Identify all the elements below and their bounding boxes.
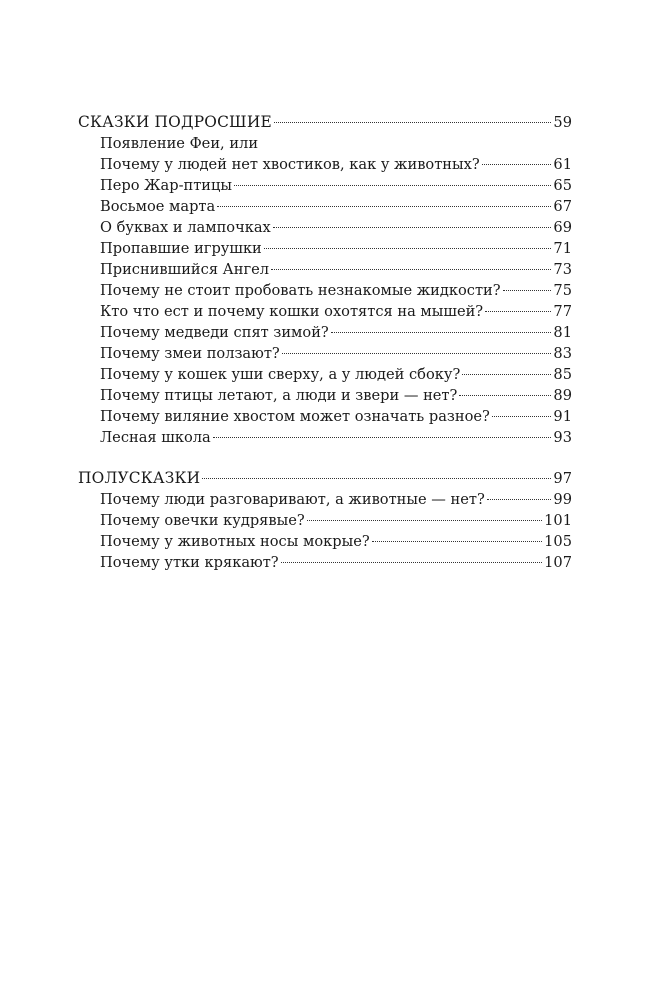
entry-title: Почему не стоит пробовать незнакомые жидкости? (100, 282, 501, 299)
page-number: 99 (553, 491, 572, 508)
entry-title: Почему овечки кудрявые? (100, 512, 305, 529)
toc-section-poluskazki (78, 468, 572, 573)
toc-entry[interactable] (78, 489, 572, 510)
toc-entry[interactable] (78, 301, 572, 322)
entry-title: Почему змеи ползают? (100, 345, 280, 362)
dot-leader (273, 227, 552, 228)
toc-section-heading[interactable] (78, 468, 572, 489)
dot-leader (503, 290, 552, 291)
entry-title: Лесная школа (100, 429, 211, 446)
entry-title: Почему птицы летают, а люди и звери — нет? (100, 387, 458, 404)
page-number: 71 (553, 240, 572, 257)
page-number: 97 (553, 470, 572, 487)
dot-leader (492, 416, 552, 417)
toc-entry[interactable] (78, 406, 572, 427)
page-number: 81 (553, 324, 572, 341)
toc-entry[interactable] (78, 531, 572, 552)
entry-title: Восьмое марта (100, 198, 216, 215)
dot-leader (264, 248, 552, 249)
dot-leader (459, 395, 551, 396)
dot-leader (482, 164, 552, 165)
dot-leader (271, 269, 551, 270)
dot-leader (281, 562, 543, 563)
entry-title: Почему виляние хвостом может означать разное? (100, 408, 490, 425)
entry-title-line1: Появление Феи, или (100, 135, 259, 152)
dot-leader (372, 541, 542, 542)
dot-leader (234, 185, 551, 186)
section-title: СКАЗКИ ПОДРОСШИЕ (78, 113, 272, 131)
toc-entry[interactable] (78, 427, 572, 448)
dot-leader (282, 353, 552, 354)
page-number: 101 (544, 512, 572, 529)
entry-title: Почему у людей нет хвостиков, как у животных? (100, 156, 480, 173)
dot-leader (274, 122, 552, 123)
toc-section-skazki-podrosshie (78, 112, 572, 448)
dot-leader (485, 311, 551, 312)
entry-title: Пропавшие игрушки (100, 240, 262, 257)
dot-leader (217, 206, 551, 207)
toc-section-heading[interactable] (78, 112, 572, 133)
page-number: 93 (553, 429, 572, 446)
dot-leader (331, 332, 552, 333)
entry-title: Перо Жар-птицы (100, 177, 233, 194)
page-number: 107 (544, 554, 572, 571)
toc-entry[interactable] (78, 343, 572, 364)
entry-title: Кто что ест и почему кошки охотятся на мышей? (100, 303, 484, 320)
page-number: 77 (553, 303, 572, 320)
table-of-contents (78, 112, 572, 573)
page-number: 65 (553, 177, 572, 194)
page-number: 85 (553, 366, 572, 383)
entry-title: Приснившийся Ангел (100, 261, 270, 278)
toc-entry[interactable] (78, 364, 572, 385)
dot-leader (202, 478, 551, 479)
toc-entry[interactable] (78, 196, 572, 217)
toc-entry[interactable] (78, 259, 572, 280)
toc-entry-line[interactable] (78, 133, 572, 154)
page-number: 59 (553, 114, 572, 131)
toc-entry[interactable] (78, 385, 572, 406)
toc-entry[interactable] (78, 280, 572, 301)
toc-entry[interactable] (78, 175, 572, 196)
page-number: 83 (553, 345, 572, 362)
entry-title: О буквах и лампочках (100, 219, 271, 236)
page-number: 75 (553, 282, 572, 299)
section-title: ПОЛУСКАЗКИ (78, 469, 201, 487)
toc-entry[interactable] (78, 217, 572, 238)
page-number: 69 (553, 219, 572, 236)
dot-leader (462, 374, 551, 375)
page-number: 67 (553, 198, 572, 215)
entry-title: Почему медведи спят зимой? (100, 324, 329, 341)
entry-title: Почему утки крякают? (100, 554, 279, 571)
page-number: 61 (553, 156, 572, 173)
entry-title: Почему люди разговаривают, а животные — нет? (100, 491, 485, 508)
dot-leader (213, 437, 552, 438)
toc-entry[interactable] (78, 322, 572, 343)
page-number: 91 (553, 408, 572, 425)
entry-title: Почему у животных носы мокрые? (100, 533, 370, 550)
page-number: 89 (553, 387, 572, 404)
dot-leader (307, 520, 542, 521)
toc-entry[interactable] (78, 154, 572, 175)
toc-entry[interactable] (78, 238, 572, 259)
page-number: 73 (553, 261, 572, 278)
toc-entry[interactable] (78, 510, 572, 531)
toc-entry[interactable] (78, 552, 572, 573)
dot-leader (487, 499, 552, 500)
entry-title: Почему у кошек уши сверху, а у людей сбоку? (100, 366, 461, 383)
page-number: 105 (544, 533, 572, 550)
